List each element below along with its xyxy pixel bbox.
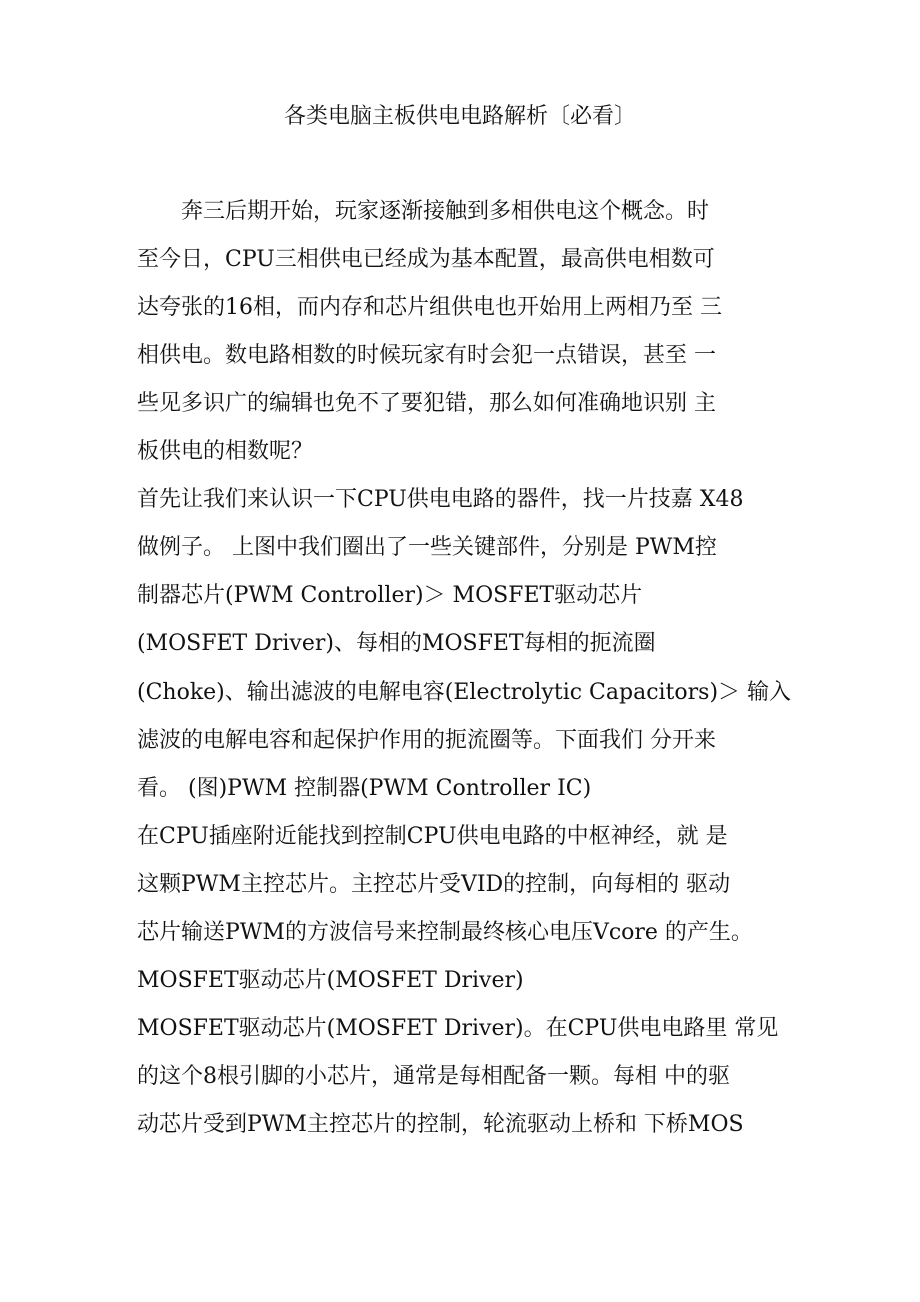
text-line: 相供电。数电路相数的时候玩家有时会犯一点错误，甚至 一 [137, 343, 716, 368]
text-line: 在CPU插座附近能找到控制CPU供电电路的中枢神经，就 是 [137, 824, 728, 849]
text-line: 至今日，CPU三相供电已经成为基本配置，最高供电相数可 [137, 247, 715, 272]
text-line: MOSFET驱动芯片(MOSFET Driver) [137, 968, 524, 993]
text-line: 板供电的相数呢？ [137, 439, 314, 464]
text-line: 看。 (图)PWM 控制器(PWM Controller IC) [137, 776, 592, 801]
text-line: (Choke)、输出滤波的电解电容(Electrolytic Capacitors)＞ 输入 [137, 680, 792, 705]
text-line: 首先让我们来认识一下CPU供电电路的器件，找一片技嘉 X48 [137, 487, 744, 512]
text-line: (MOSFET Driver)、每相的MOSFET每相的扼流圈 [137, 631, 656, 656]
text-line: 制器芯片(PWM Controller)＞ MOSFET驱动芯片 [137, 583, 643, 608]
text-line: 滤波的电解电容和起保护作用的扼流圈等。下面我们 分开来 [137, 728, 716, 753]
text-line: 奔三后期开始，玩家逐渐接触到多相供电这个概念。时 [137, 199, 710, 224]
text-line: 的这个8根引脚的小芯片，通常是每相配备一颗。每相 中的驱 [137, 1064, 730, 1089]
text-line: 这颗PWM主控芯片。主控芯片受VID的控制，向每相的 驱动 [137, 872, 731, 897]
text-line: MOSFET驱动芯片(MOSFET Driver)。在CPU供电电路里 常见 [137, 1016, 779, 1041]
text-line: 芯片输送PWM的方波信号来控制最终核心电压Vcore 的产生。 [137, 920, 753, 945]
text-line: 动芯片受到PWM主控芯片的控制，轮流驱动上桥和 下桥MOS [137, 1112, 744, 1137]
document-title: 各类电脑主板供电电路解析〔必看〕 [283, 104, 636, 129]
text-line: 做例子。 上图中我们圈出了一些关键部件，分别是 PWM控 [137, 535, 717, 560]
text-line: 达夸张的16相，而内存和芯片组供电也开始用上两相乃至 三 [137, 295, 722, 320]
text-line: 些见多识广的编辑也免不了要犯错，那么如何准确地识别 主 [137, 391, 716, 416]
